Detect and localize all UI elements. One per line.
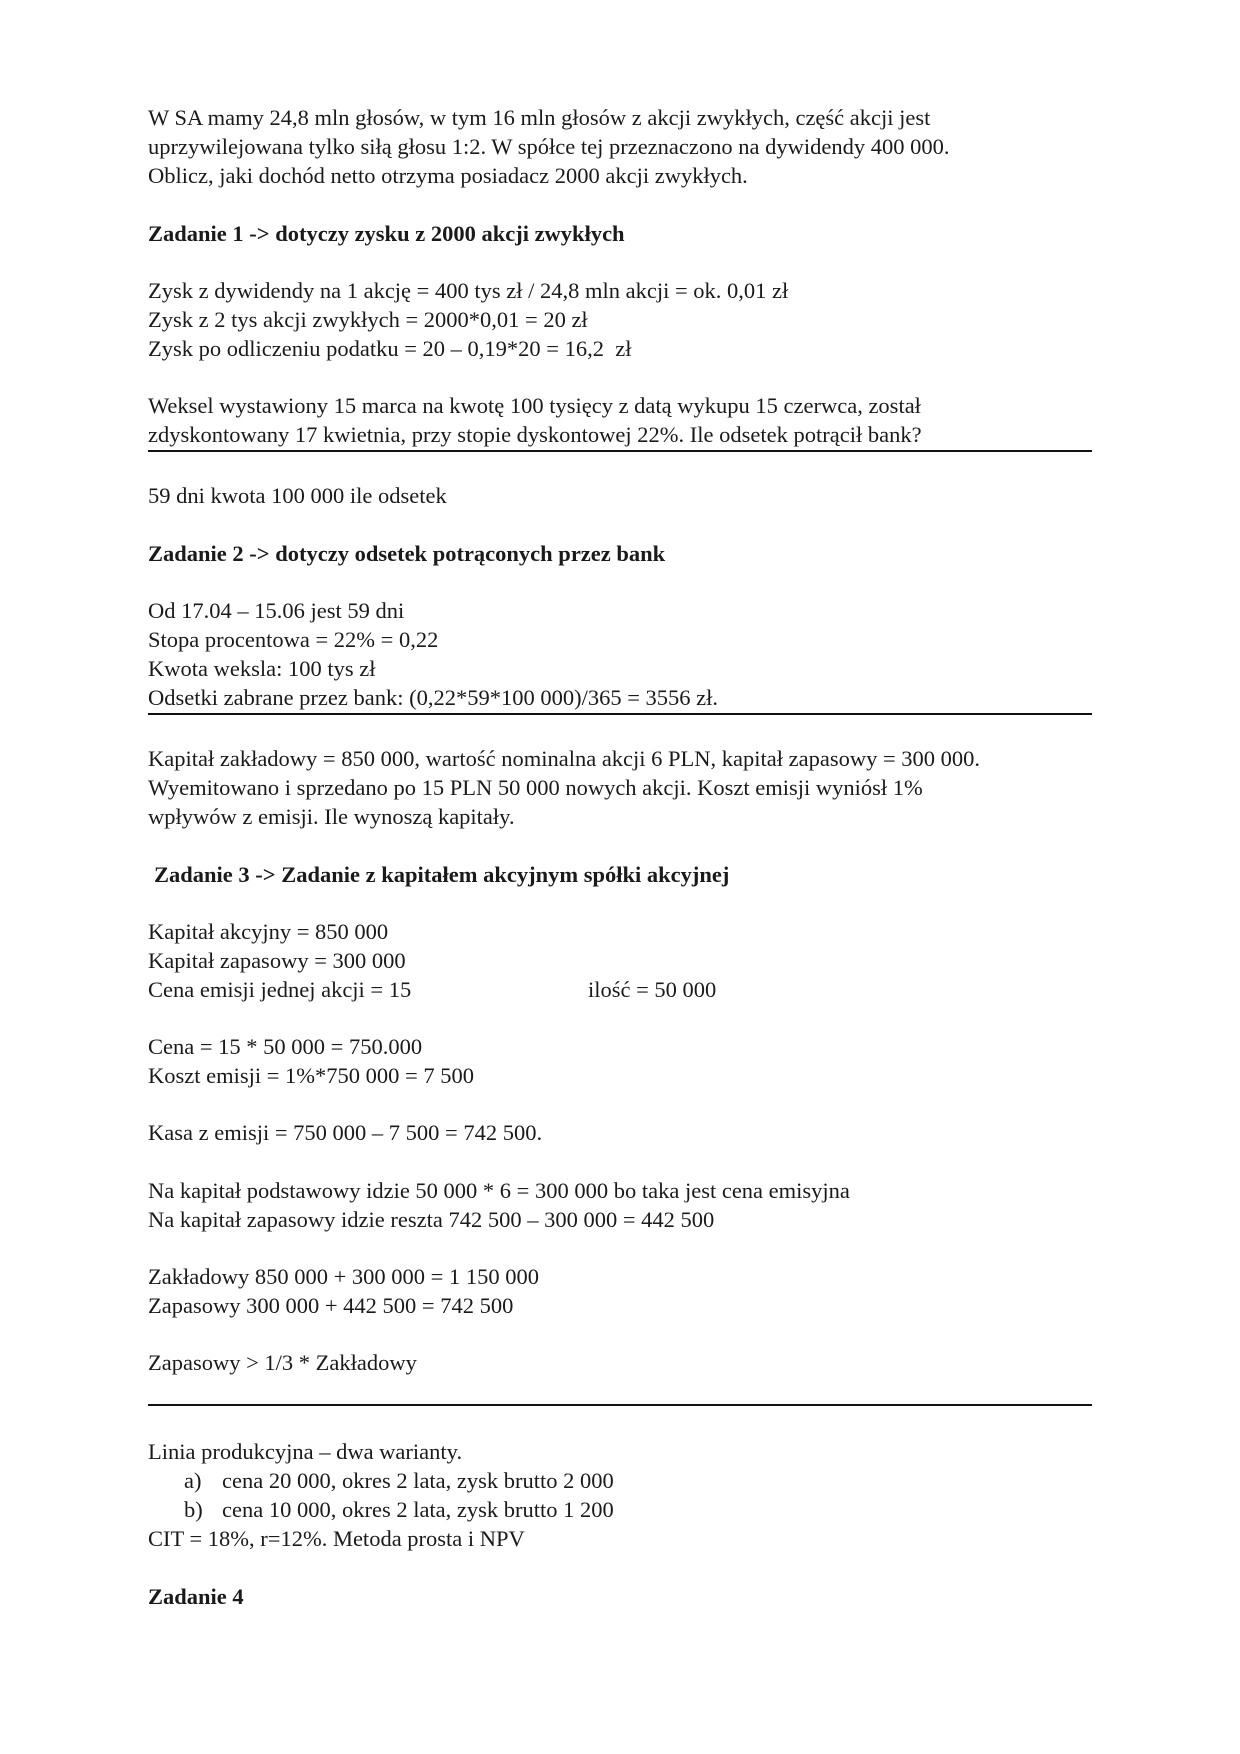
- list-marker-a: a): [184, 1468, 202, 1493]
- task2-solution-line-2: Stopa procentowa = 22% = 0,22: [148, 627, 439, 652]
- problem4-option-a: cena 20 000, okres 2 lata, zysk brutto 2 000: [222, 1468, 614, 1493]
- task3-heading: Zadanie 3 -> Zadanie z kapitałem akcyjnym spółki akcyjnej: [154, 862, 730, 887]
- task1-solution-line-3: Zysk po odliczeniu podatku = 20 – 0,19*20 = 16,2 zł: [148, 336, 632, 361]
- task3-conclusion: Zapasowy > 1/3 * Zakładowy: [148, 1350, 417, 1375]
- separator-line: [148, 1404, 1092, 1406]
- problem1-line-1: W SA mamy 24,8 mln głosów, w tym 16 mln głosów z akcji zwykłych, część akcji jest: [148, 105, 931, 130]
- task4-heading: Zadanie 4: [148, 1584, 244, 1609]
- task1-solution-line-2: Zysk z 2 tys akcji zwykłych = 2000*0,01 = 20 zł: [148, 307, 588, 332]
- separator-line: [148, 713, 1092, 715]
- task3-calc-line-2: Koszt emisji = 1%*750 000 = 7 500: [148, 1063, 474, 1088]
- task3-given-line-1: Kapitał akcyjny = 850 000: [148, 919, 389, 944]
- task2-solution-line-1: Od 17.04 – 15.06 jest 59 dni: [148, 598, 405, 623]
- problem3-line-2: Wyemitowano i sprzedano po 15 PLN 50 000 nowych akcji. Koszt emisji wyniósł 1%: [148, 775, 923, 800]
- task3-allocation-line-1: Na kapitał podstawowy idzie 50 000 * 6 = 300 000 bo taka jest cena emisyjna: [148, 1178, 850, 1203]
- task3-quantity: ilość = 50 000: [588, 977, 717, 1002]
- problem1-line-3: Oblicz, jaki dochód netto otrzyma posiadacz 2000 akcji zwykłych.: [148, 163, 748, 188]
- task2-solution-line-4: Odsetki zabrane przez bank: (0,22*59*100 000)/365 = 3556 zł.: [148, 685, 719, 710]
- task3-given-line-3: Cena emisji jednej akcji = 15: [148, 977, 412, 1002]
- problem3-line-3: wpływów z emisji. Ile wynoszą kapitały.: [148, 804, 515, 829]
- task1-heading: Zadanie 1 -> dotyczy zysku z 2000 akcji zwykłych: [148, 221, 625, 246]
- task3-total-line-1: Zakładowy 850 000 + 300 000 = 1 150 000: [148, 1264, 539, 1289]
- problem4-intro: Linia produkcyjna – dwa warianty.: [148, 1439, 463, 1464]
- task3-calc-line-1: Cena = 15 * 50 000 = 750.000: [148, 1034, 423, 1059]
- problem2-line-1: Weksel wystawiony 15 marca na kwotę 100 tysięcy z datą wykupu 15 czerwca, został: [148, 393, 921, 418]
- task3-allocation-line-2: Na kapitał zapasowy idzie reszta 742 500 – 300 000 = 442 500: [148, 1207, 715, 1232]
- problem2-note: 59 dni kwota 100 000 ile odsetek: [148, 483, 447, 508]
- task1-solution-line-1: Zysk z dywidendy na 1 akcję = 400 tys zł / 24,8 mln akcji = ok. 0,01 zł: [148, 278, 789, 303]
- problem3-line-1: Kapitał zakładowy = 850 000, wartość nominalna akcji 6 PLN, kapitał zapasowy = 300 000.: [148, 746, 981, 771]
- task2-heading: Zadanie 2 -> dotyczy odsetek potrąconych przez bank: [148, 541, 666, 566]
- problem2-line-2: zdyskontowany 17 kwietnia, przy stopie dyskontowej 22%. Ile odsetek potrącił bank?: [148, 422, 922, 447]
- separator-line: [148, 450, 1092, 452]
- problem4-params: CIT = 18%, r=12%. Metoda prosta i NPV: [148, 1526, 525, 1551]
- task3-cash-line: Kasa z emisji = 750 000 – 7 500 = 742 500.: [148, 1120, 543, 1145]
- task3-given-line-2: Kapitał zapasowy = 300 000: [148, 948, 406, 973]
- problem1-line-2: uprzywilejowana tylko siłą głosu 1:2. W spółce tej przeznaczono na dywidendy 400 000.: [148, 134, 950, 159]
- task2-solution-line-3: Kwota weksla: 100 tys zł: [148, 656, 376, 681]
- problem4-option-b: cena 10 000, okres 2 lata, zysk brutto 1 200: [222, 1497, 614, 1522]
- list-marker-b: b): [184, 1497, 203, 1522]
- task3-total-line-2: Zapasowy 300 000 + 442 500 = 742 500: [148, 1293, 514, 1318]
